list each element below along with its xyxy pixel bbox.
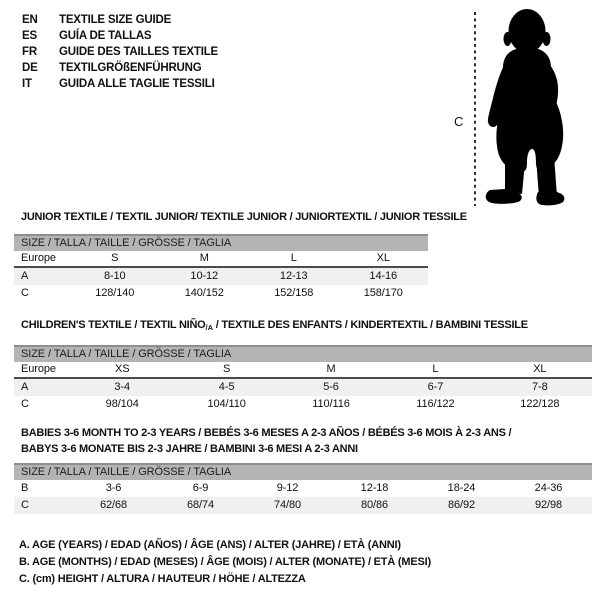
row-label: C xyxy=(21,287,29,299)
age-cell: 18-24 xyxy=(447,482,476,494)
age-cell: 12-18 xyxy=(360,482,389,494)
childrens-table-title xyxy=(14,318,592,335)
size-header-bar: SIZE / TALLA / TAILLE / GRÖSSE / TAGLIA xyxy=(14,345,592,362)
size-cell: L xyxy=(290,252,297,264)
age-cell: 6-7 xyxy=(427,381,444,393)
height-cell: 152/158 xyxy=(274,287,314,299)
footnotes xyxy=(19,537,431,588)
language-title: TEXTILGRÖßENFÜHRUNG xyxy=(59,62,202,74)
footnote-a: A. AGE (YEARS) / EDAD (AÑOS) / ÂGE (ANS) / ALTER (JAHRE) / ETÀ (ANNI) xyxy=(19,539,401,551)
age-cell: 12-13 xyxy=(279,270,308,282)
height-cell: 104/110 xyxy=(207,398,246,410)
babies-textile-table xyxy=(14,425,592,514)
language-code: IT xyxy=(22,78,32,90)
row-label: B xyxy=(21,482,29,494)
language-row-de xyxy=(22,60,218,76)
toddler-silhouette-icon xyxy=(486,9,565,205)
size-cell: XS xyxy=(114,363,130,375)
language-title-list xyxy=(22,12,218,92)
height-cell: 62/68 xyxy=(99,499,128,511)
height-cell: 110/116 xyxy=(312,398,350,410)
size-header-bar: SIZE / TALLA / TAILLE / GRÖSSE / TAGLIA xyxy=(14,234,428,251)
height-cell: 68/74 xyxy=(186,499,215,511)
size-cell: XL xyxy=(376,252,390,264)
size-header-bar: SIZE / TALLA / TAILLE / GRÖSSE / TAGLIA xyxy=(14,463,592,480)
table-row-height xyxy=(14,285,428,302)
title-line-1: BABIES 3-6 MONTH TO 2-3 YEARS / BEBÉS 3-6 MESES A 2-3 AÑOS / BÉBÉS 3-6 MOIS À 2-3 ANS / xyxy=(21,427,512,439)
row-label: Europe xyxy=(21,252,56,264)
babies-table-title xyxy=(14,425,592,457)
age-cell: 3-4 xyxy=(114,381,130,393)
language-row-es xyxy=(22,28,218,44)
row-label: A xyxy=(21,381,29,393)
age-cell: 14-16 xyxy=(369,270,398,282)
junior-table-title: JUNIOR TEXTILE / TEXTIL JUNIOR/ TEXTILE JUNIOR / JUNIORTEXTIL / JUNIOR TESSILE xyxy=(21,211,467,223)
language-title: GUIDA ALLE TAGLIE TESSILI xyxy=(59,78,215,90)
height-cell: 128/140 xyxy=(95,287,135,299)
size-cell: L xyxy=(432,363,439,375)
height-cell: 140/152 xyxy=(184,287,224,299)
language-row-it xyxy=(22,76,218,92)
table-row-age xyxy=(14,379,592,396)
row-label: A xyxy=(21,270,29,282)
title-subscript: /A xyxy=(205,323,213,332)
table-row-europe xyxy=(14,251,428,268)
language-code: DE xyxy=(22,62,38,74)
height-measure-label: C xyxy=(454,114,464,129)
table-row-height xyxy=(14,396,592,413)
footnote-b: B. AGE (MONTHS) / EDAD (MESES) / ÂGE (MOIS) / ALTER (MONATE) / ETÀ (MESI) xyxy=(19,556,431,568)
table-row-age-months xyxy=(14,480,592,497)
height-cell: 74/80 xyxy=(273,499,302,511)
language-title: GUÍA DE TALLAS xyxy=(59,30,152,42)
language-title: TEXTILE SIZE GUIDE xyxy=(59,14,172,26)
language-row-fr xyxy=(22,44,218,60)
size-cell: S xyxy=(111,252,119,264)
height-cell: 116/122 xyxy=(416,398,455,410)
height-cell: 98/104 xyxy=(105,398,139,410)
height-cell: 158/170 xyxy=(363,287,403,299)
age-cell: 3-6 xyxy=(105,482,122,494)
size-cell: M xyxy=(326,363,336,375)
age-cell: 6-9 xyxy=(192,482,209,494)
language-code: EN xyxy=(22,14,38,26)
size-cell: XL xyxy=(533,363,547,375)
height-cell: 122/128 xyxy=(520,398,560,410)
table-row-height xyxy=(14,497,592,514)
language-title: GUIDE DES TAILLES TEXTILE xyxy=(59,46,218,58)
row-label: Europe xyxy=(21,363,56,375)
age-cell: 7-8 xyxy=(532,381,548,393)
title-text: CHILDREN'S TEXTILE / TEXTIL NIÑO xyxy=(21,319,206,331)
language-code: FR xyxy=(22,46,37,58)
height-cell: 86/92 xyxy=(447,499,476,511)
size-cell: S xyxy=(222,363,231,375)
age-cell: 9-12 xyxy=(276,482,299,494)
childrens-textile-table xyxy=(14,318,592,413)
table-row-age xyxy=(14,268,428,285)
row-label: C xyxy=(21,398,29,410)
age-cell: 10-12 xyxy=(190,270,219,282)
table-row-europe xyxy=(14,362,592,379)
footnote-c: C. (cm) HEIGHT / ALTURA / HAUTEUR / HÖHE / ALTEZZA xyxy=(19,573,306,585)
title-line-2: BABYS 3-6 MONATE BIS 2-3 JAHRE / BAMBINI 3-6 MESI A 2-3 ANNI xyxy=(21,443,358,455)
age-cell: 8-10 xyxy=(103,270,126,282)
size-cell: M xyxy=(199,252,209,264)
language-code: ES xyxy=(22,30,37,42)
row-label: C xyxy=(21,499,29,511)
height-cell: 92/98 xyxy=(534,499,563,511)
language-row-en xyxy=(22,12,218,28)
age-cell: 5-6 xyxy=(323,381,339,393)
height-cell: 80/86 xyxy=(360,499,389,511)
title-text: / TEXTILE DES ENFANTS / KINDERTEXTIL / BAMBINI TESSILE xyxy=(212,319,528,331)
toddler-figure xyxy=(448,4,598,216)
age-cell: 4-5 xyxy=(218,381,235,393)
age-cell: 24-36 xyxy=(534,482,563,494)
junior-textile-table xyxy=(14,210,467,302)
